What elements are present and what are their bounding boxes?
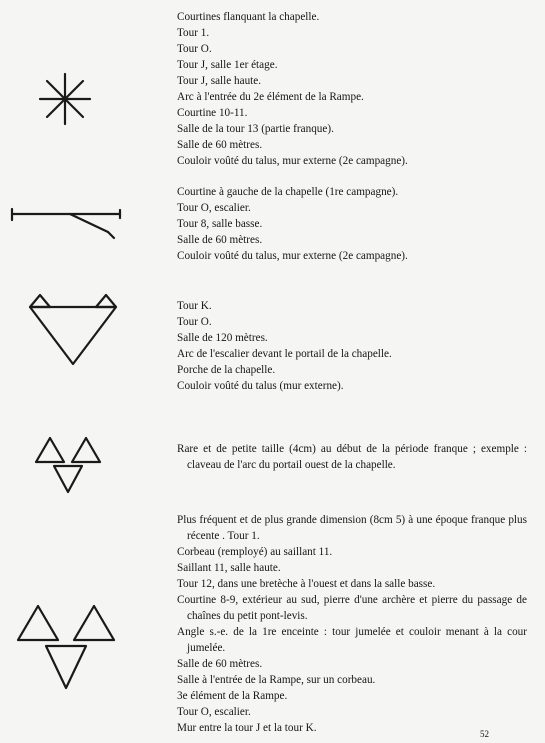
entry-line: Tour K. xyxy=(177,300,212,312)
entry-line: Couloir voûté du talus, mur externe (2e campagne). xyxy=(177,250,408,262)
entry-line: Couloir voûté du talus (mur externe). xyxy=(177,380,344,392)
entry-line: Tour O, escalier. xyxy=(177,202,251,214)
entry-line: Saillant 11, salle haute. xyxy=(177,562,281,574)
entry-line: Tour 8, salle basse. xyxy=(177,218,263,230)
entry-line: Arc à l'entrée du 2e élément de la Rampe. xyxy=(177,91,364,103)
section-4-text xyxy=(177,441,527,473)
entry-line: Tour O. xyxy=(177,43,212,55)
entry-line: Courtine à gauche de la chapelle (1re campagne). xyxy=(177,186,399,198)
section-1-text xyxy=(177,9,527,169)
entry-line: Couloir voûté du talus, mur externe (2e campagne). xyxy=(177,155,408,167)
page-number: 52 xyxy=(480,729,489,739)
triple-triangle-large-mark-icon xyxy=(14,600,118,701)
entry-line: Tour J, salle 1er étage. xyxy=(177,59,278,71)
entry-line: Mur entre la tour J et la tour K. xyxy=(177,722,317,734)
entry-line: Salle de 60 mètres. xyxy=(177,234,263,246)
entry-line: Tour J, salle haute. xyxy=(177,75,262,87)
section-3-text xyxy=(177,298,527,394)
entry-paragraph: Courtine 8-9, extérieur au sud, pierre d'une archère et pierre du passage de chaînes du petit pont-levis. xyxy=(177,594,527,622)
inverted-triangle-mark-icon xyxy=(26,292,122,375)
entry-line: Tour 1. xyxy=(177,27,210,39)
entry-line: Salle de 120 mètres. xyxy=(177,332,268,344)
entry-line: Salle de 60 mètres. xyxy=(177,139,263,151)
entry-line: Courtine 10-11. xyxy=(177,107,248,119)
entry-line: Courtines flanquant la chapelle. xyxy=(177,11,320,23)
entry-line: Tour O, escalier. xyxy=(177,706,251,718)
entry-line: Salle de 60 mètres. xyxy=(177,658,263,670)
entry-line: Corbeau (remployé) au saillant 11. xyxy=(177,546,333,558)
entry-paragraph: Plus fréquent et de plus grande dimension (8cm 5) à une époque franque plus récente . Tour 1. xyxy=(177,514,527,542)
entry-line: Tour O. xyxy=(177,316,212,328)
entry-line: Salle à l'entrée de la Rampe, sur un corbeau. xyxy=(177,674,376,686)
triple-triangle-small-mark-icon xyxy=(32,432,104,503)
entry-line: Tour 12, dans une bretèche à l'ouest et dans la salle basse. xyxy=(177,578,436,590)
entry-line: Salle de la tour 13 (partie franque). xyxy=(177,123,334,135)
entry-line: Porche de la chapelle. xyxy=(177,364,276,376)
bar-with-hook-mark-icon xyxy=(8,206,126,245)
entry-paragraph: Rare et de petite taille (4cm) au début de la période franque ; exemple : claveau de l'arc du portail ouest de la chapelle. xyxy=(177,443,527,471)
entry-line: Arc de l'escalier devant le portail de la chapelle. xyxy=(177,348,392,360)
entry-line: 3e élément de la Rampe. xyxy=(177,690,288,702)
section-2-text xyxy=(177,184,527,264)
entry-paragraph: Angle s.-e. de la 1re enceinte : tour jumelée et couloir menant à la cour jumelée. xyxy=(177,626,527,654)
asterisk-mark-icon xyxy=(36,70,94,133)
section-5-text xyxy=(177,512,527,736)
